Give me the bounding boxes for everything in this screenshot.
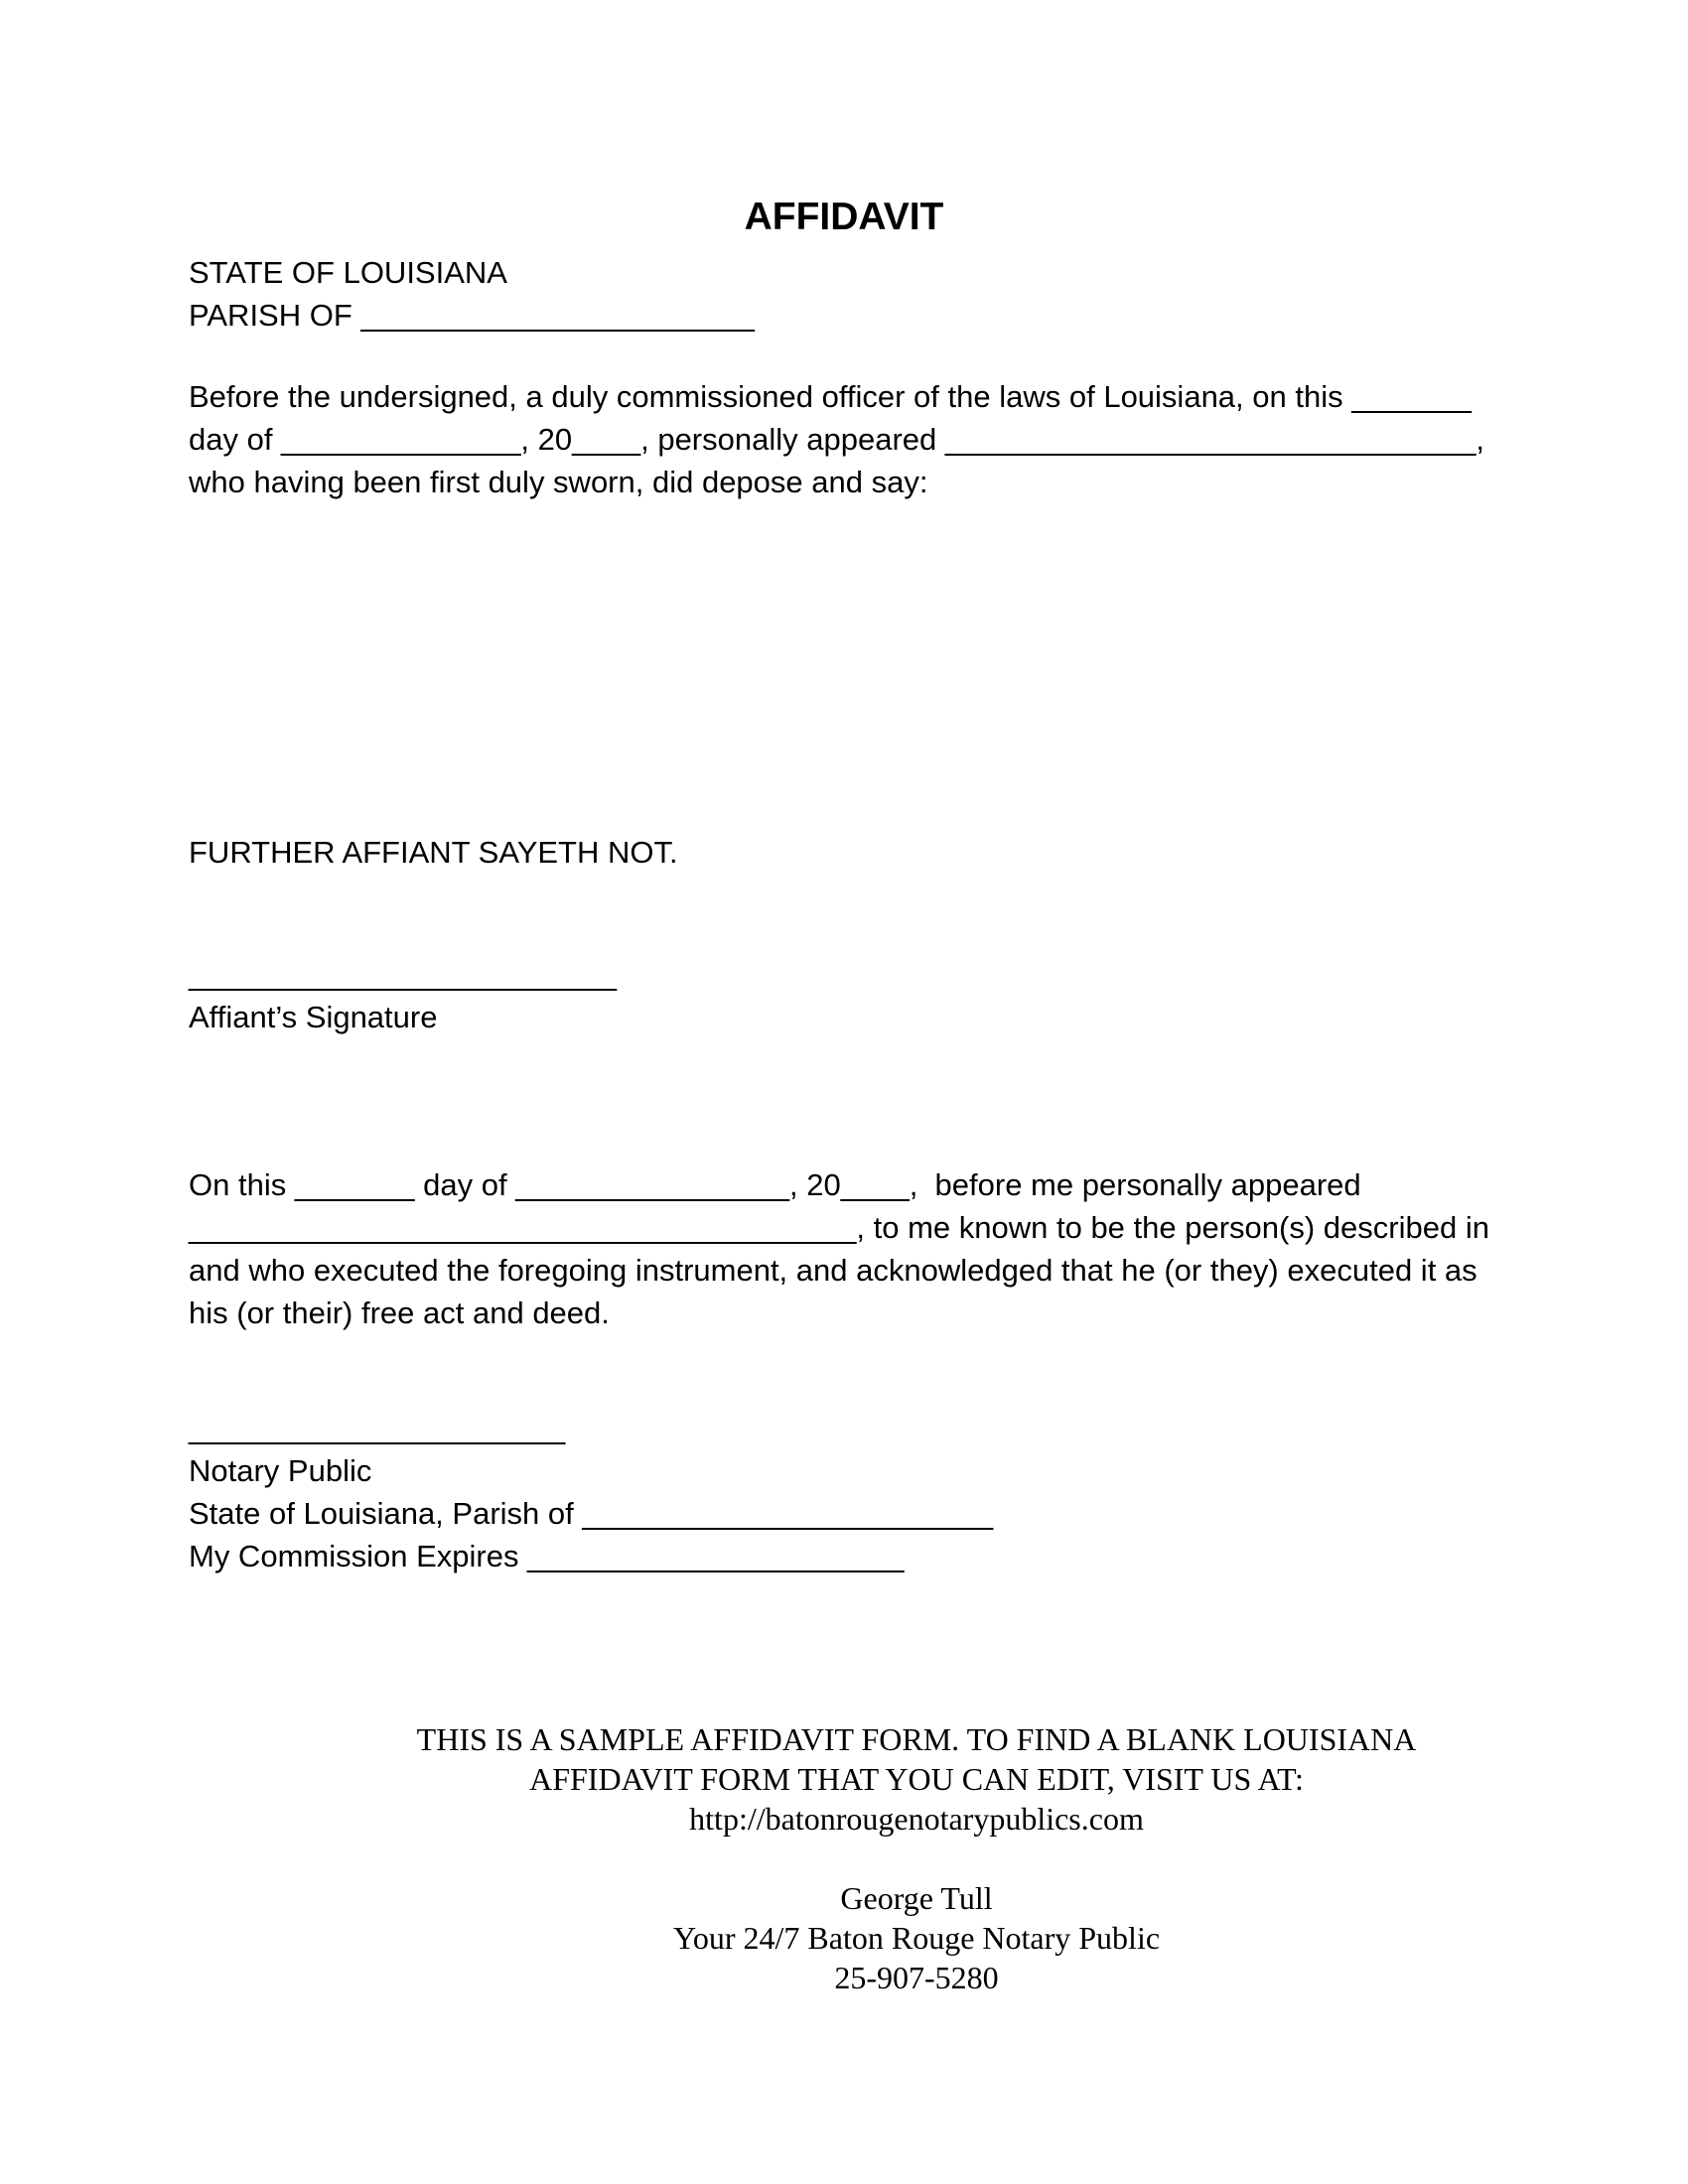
acknowledgment-line-3: and who executed the foregoing instrument, and acknowledged that he (or they) executed it as [189, 1253, 1477, 1288]
acknowledgment-paragraph [189, 1163, 1519, 1334]
parish-line: PARISH OF _______________________ [189, 298, 755, 333]
affiant-signature-block [189, 953, 1519, 1038]
notice-url: http://batonrougenotarypublics.com [689, 1801, 1144, 1837]
notary-state-parish-line: State of Louisiana, Parish of ________________________ [189, 1496, 994, 1531]
intro-line-3: who having been first duly sworn, did depose and say: [189, 465, 928, 499]
contact-tagline: Your 24/7 Baton Rouge Notary Public [672, 1920, 1161, 1956]
sample-notice-line-1: THIS IS A SAMPLE AFFIDAVIT FORM. TO FIND A BLANK LOUISIANA [416, 1721, 1417, 1757]
contact-name: George Tull [840, 1880, 993, 1916]
intro-paragraph [189, 375, 1519, 503]
contact-phone: 25-907-5280 [834, 1960, 999, 1995]
acknowledgment-line-1: On this _______ day of ________________, 20____, before me personally appeared [189, 1167, 1361, 1202]
contact-block [189, 1878, 1644, 1997]
sample-notice-line-2: AFFIDAVIT FORM THAT YOU CAN EDIT, VISIT US AT: [529, 1761, 1304, 1797]
state-line: STATE OF LOUISIANA [189, 255, 507, 290]
intro-line-2: day of ______________, 20____, personally appeared _______________________________, [189, 422, 1484, 457]
affiant-signature-line: _________________________ [189, 957, 618, 992]
notary-block [189, 1407, 1519, 1577]
acknowledgment-line-2: _______________________________________, to me known to be the person(s) described in [189, 1210, 1489, 1245]
commission-expires-line: My Commission Expires ______________________ [189, 1539, 905, 1573]
intro-line-1: Before the undersigned, a duly commissioned officer of the laws of Louisiana, on this _______ [189, 379, 1472, 414]
acknowledgment-line-4: his (or their) free act and deed. [189, 1296, 610, 1330]
notary-signature-line: ______________________ [189, 1411, 566, 1445]
affiant-signature-label: Affiant’s Signature [189, 1000, 438, 1034]
sample-notice [189, 1719, 1644, 1839]
venue-block [189, 251, 1519, 337]
notary-public-label: Notary Public [189, 1453, 372, 1488]
further-affiant-text: FURTHER AFFIANT SAYETH NOT. [189, 835, 678, 870]
page-title: AFFIDAVIT [744, 196, 944, 238]
further-affiant-statement [189, 831, 1519, 874]
